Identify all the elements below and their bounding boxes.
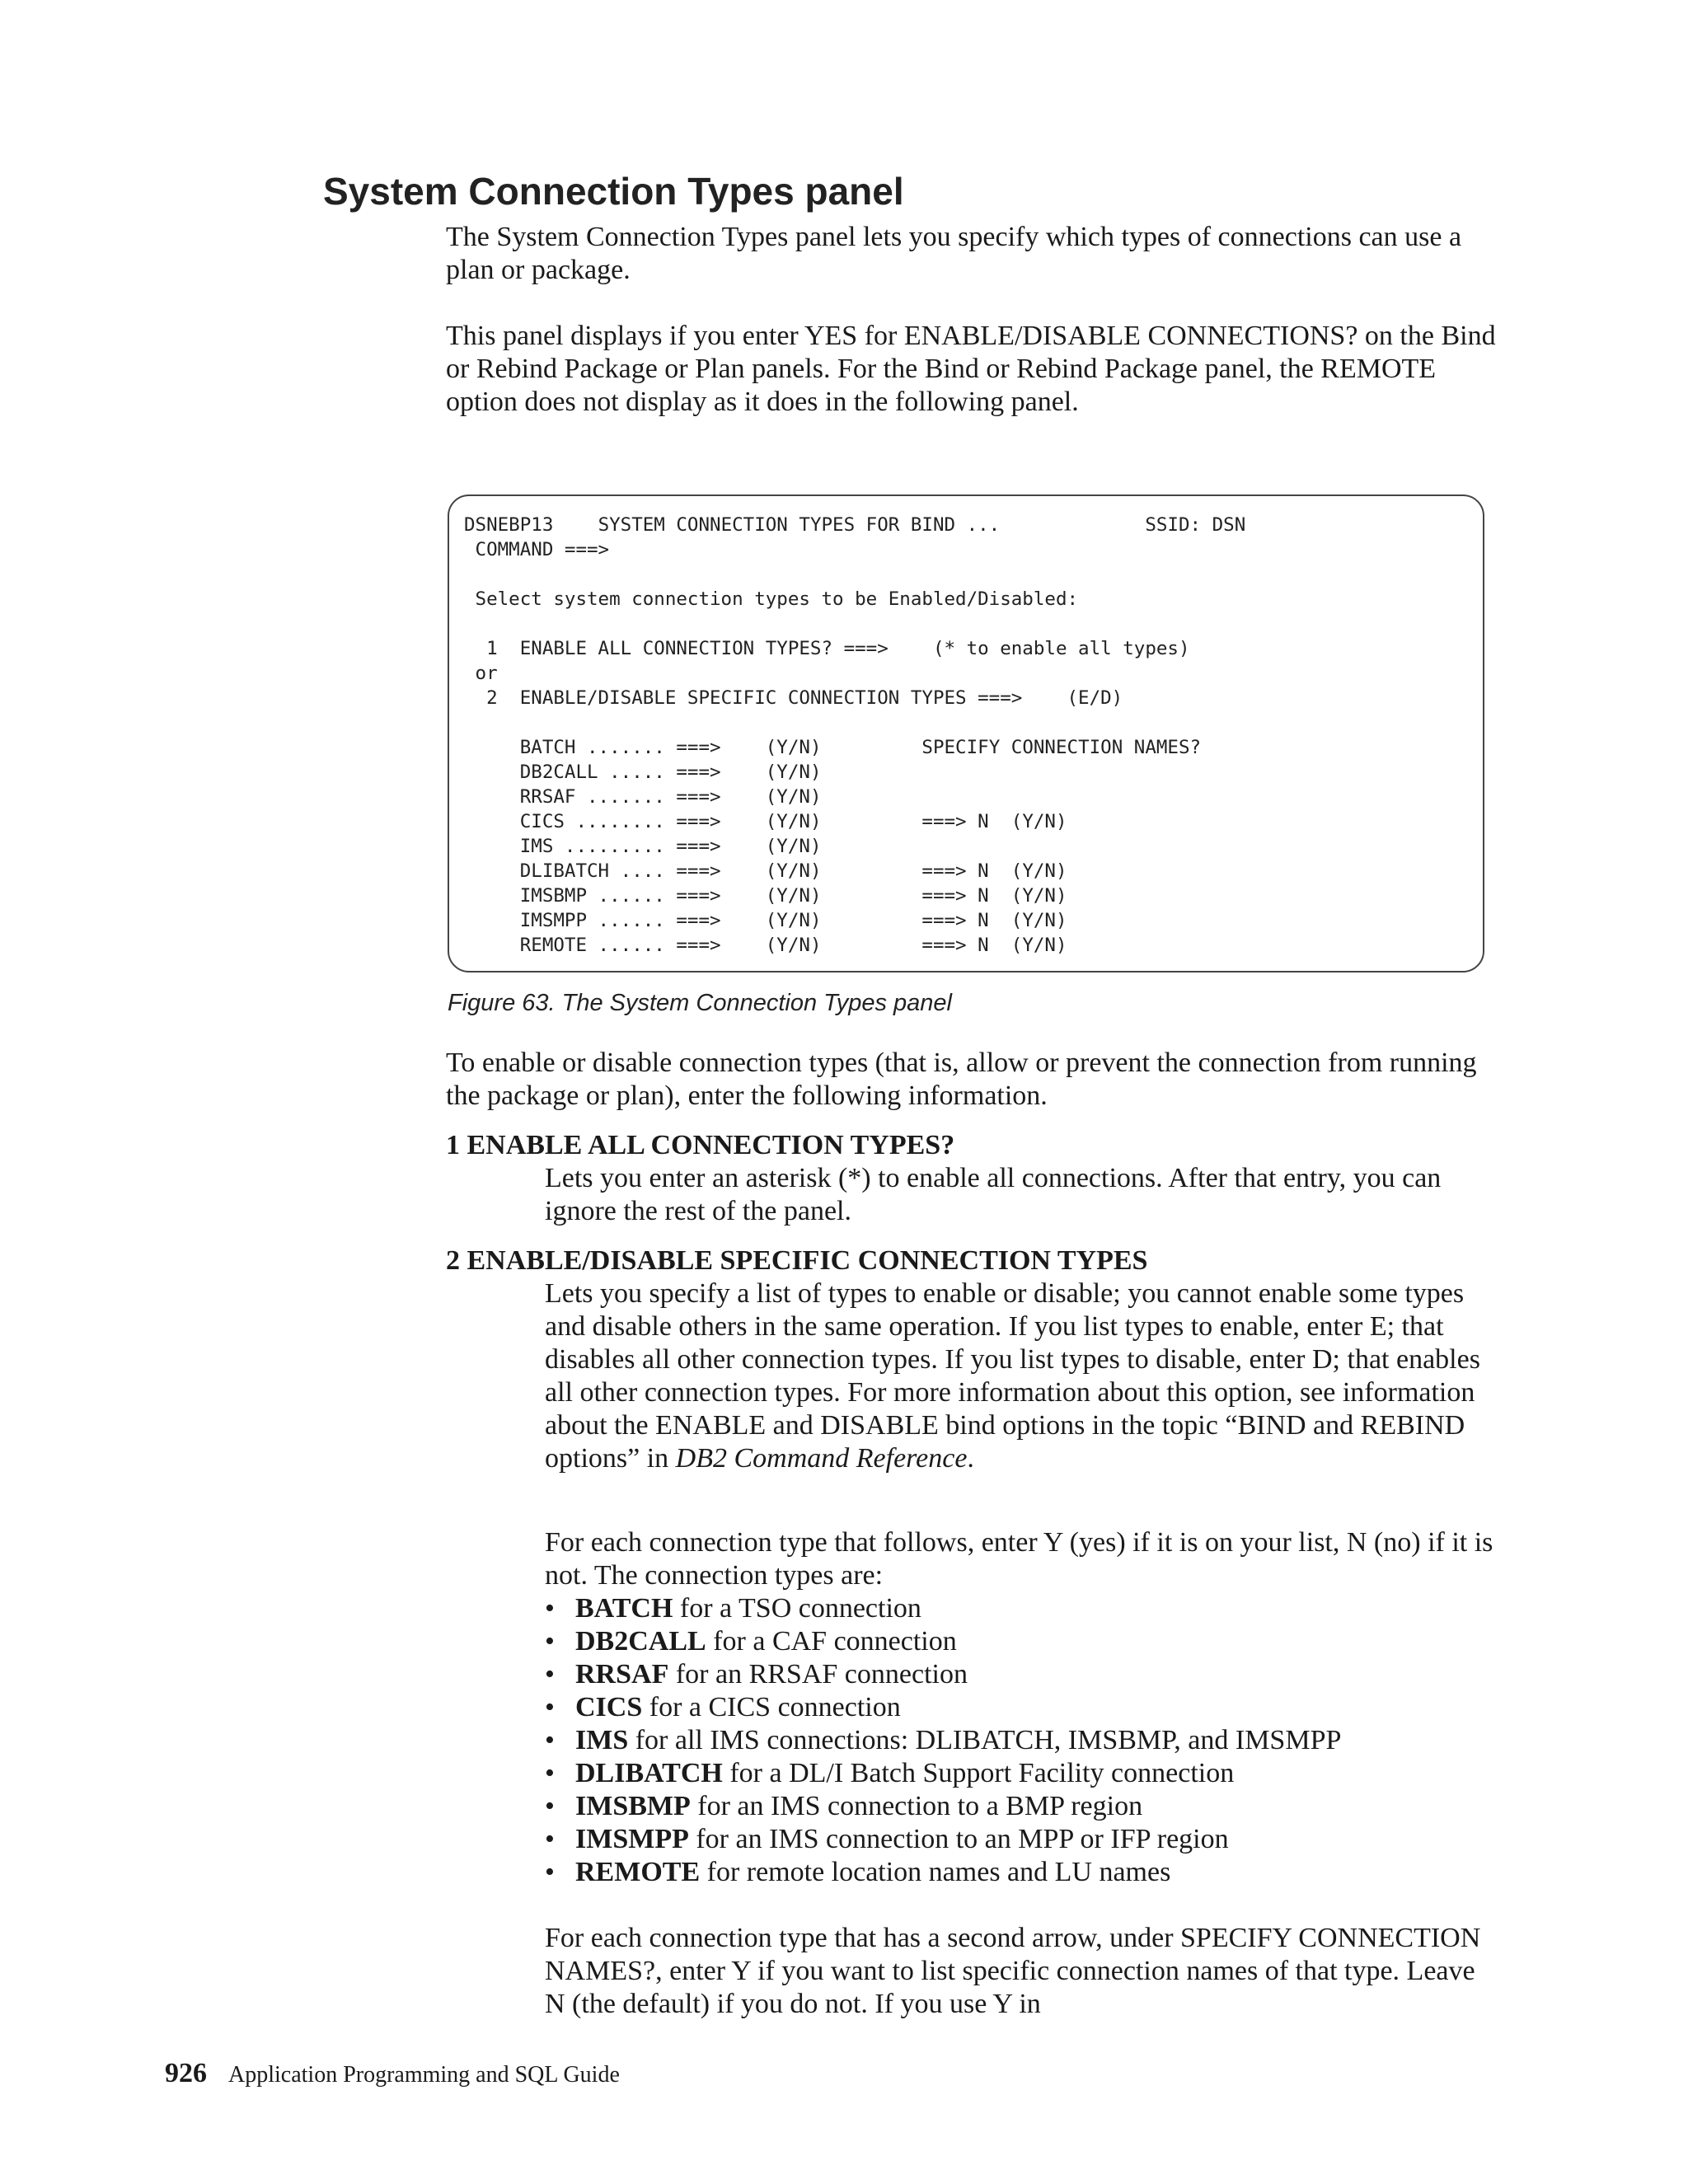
row-label: DB2CALL ..... ===> <box>519 762 721 783</box>
row-second: ===> N (Y/N) <box>921 935 1067 956</box>
connection-type-list <box>545 1592 1501 1889</box>
option-or: or <box>475 663 498 684</box>
panel-ssid: SSID: DSN <box>1145 514 1246 536</box>
panel-screen <box>448 494 1484 972</box>
option-1: 1 ENABLE ALL CONNECTION TYPES? ===> (* to enable all types) <box>486 638 1190 659</box>
row-yn: (Y/N) <box>765 910 822 931</box>
list-item: • IMS for all IMS connections: DLIBATCH, IMSBMP, and IMSMPP <box>545 1725 1342 1755</box>
row-yn: (Y/N) <box>765 737 822 758</box>
page-footer <box>165 2058 620 2089</box>
row-yn: (Y/N) <box>765 836 822 857</box>
row-yn: (Y/N) <box>765 860 822 882</box>
list-item: • CICS for a CICS connection <box>545 1692 901 1722</box>
definition-enable-disable <box>545 1277 1501 1475</box>
row-yn: (Y/N) <box>765 885 822 907</box>
type-name: IMS <box>575 1725 629 1755</box>
list-item: • DB2CALL for a CAF connection <box>545 1626 957 1657</box>
option-2: 2 ENABLE/DISABLE SPECIFIC CONNECTION TYPES ===> (E/D) <box>486 687 1123 709</box>
row-label: CICS ........ ===> <box>519 811 721 832</box>
list-item: • BATCH for a TSO connection <box>545 1593 921 1624</box>
panel-text <box>464 513 1245 958</box>
type-name: CICS <box>575 1692 643 1722</box>
row-label: RRSAF ....... ===> <box>519 786 721 808</box>
list-item: • REMOTE for remote location names and LU names <box>545 1857 1171 1887</box>
page-title: System Connection Types panel <box>323 170 904 213</box>
term-enable-all: 1 ENABLE ALL CONNECTION TYPES? <box>446 1130 955 1160</box>
each-type-paragraph: For each connection type that follows, enter Y (yes) if it is on your list, N (no) if it is not. The connection types are: <box>545 1527 1493 1591</box>
row-label: DLIBATCH .... ===> <box>519 860 721 882</box>
definition-end: . <box>967 1443 974 1474</box>
row-label: IMS ......... ===> <box>519 836 721 857</box>
type-desc: for a CAF connection <box>706 1626 957 1657</box>
type-name: DLIBATCH <box>575 1758 723 1788</box>
book-title: Application Programming and SQL Guide <box>228 2062 620 2088</box>
figure-caption: Figure 63. The System Connection Types panel <box>448 990 953 1016</box>
type-desc: for a TSO connection <box>673 1593 921 1624</box>
row-yn: (Y/N) <box>765 786 822 808</box>
list-item: • DLIBATCH for a DL/I Batch Support Facility connection <box>545 1758 1235 1788</box>
type-desc: for a DL/I Batch Support Facility connection <box>722 1758 1235 1788</box>
definition-text: Lets you specify a list of types to enable or disable; you cannot enable some types and disable others in the same operation. If you list types to enable, enter E; that disables all other connection types. If you list types to disable, enter D; that enables all other connection types. For more information about this option, see information about the ENABLE and DISABLE bind options in the topic “BIND and REBIND options” in <box>545 1278 1480 1474</box>
row-second: ===> N (Y/N) <box>921 811 1067 832</box>
list-item: • IMSBMP for an IMS connection to a BMP region <box>545 1791 1143 1821</box>
row-second: ===> N (Y/N) <box>921 885 1067 907</box>
select-prompt: Select system connection types to be Enabled/Disabled: <box>475 588 1079 610</box>
row-yn: (Y/N) <box>765 935 822 956</box>
row-second: ===> N (Y/N) <box>921 860 1067 882</box>
type-name: DB2CALL <box>575 1626 706 1657</box>
row-label: IMSBMP ...... ===> <box>519 885 721 907</box>
definition-enable-all: Lets you enter an asterisk (*) to enable all connections. After that entry, you can ignore the rest of the panel. <box>545 1163 1442 1226</box>
enable-paragraph: To enable or disable connection types (that is, allow or prevent the connection from running the package or plan), enter the following information. <box>446 1047 1477 1111</box>
row-label: BATCH ....... ===> <box>519 737 721 758</box>
intro-paragraph-1: The System Connection Types panel lets you specify which types of connections can use a plan or package. <box>446 222 1462 285</box>
row-yn: (Y/N) <box>765 811 822 832</box>
second-arrow-paragraph: For each connection type that has a second arrow, under SPECIFY CONNECTION NAMES?, enter Y if you want to list specific connection names of that type. Leave N (the default) if you do not. If you use Y in <box>545 1923 1481 2019</box>
type-desc: for remote location names and LU names <box>700 1857 1171 1887</box>
type-desc: for an IMS connection to a BMP region <box>690 1791 1143 1821</box>
type-name: REMOTE <box>575 1857 701 1887</box>
list-item: • IMSMPP for an IMS connection to an MPP or IFP region <box>545 1824 1229 1854</box>
panel-title: SYSTEM CONNECTION TYPES FOR BIND ... <box>598 514 1001 536</box>
panel-id: DSNEBP13 <box>464 514 554 536</box>
type-name: RRSAF <box>575 1659 669 1690</box>
term-enable-disable: 2 ENABLE/DISABLE SPECIFIC CONNECTION TYPES <box>446 1245 1148 1276</box>
type-desc: for an RRSAF connection <box>668 1659 968 1690</box>
command-line: COMMAND ===> <box>475 539 610 560</box>
reference-title: DB2 Command Reference <box>675 1443 968 1474</box>
list-item: • RRSAF for an RRSAF connection <box>545 1659 968 1690</box>
type-name: IMSMPP <box>575 1824 689 1854</box>
type-name: IMSBMP <box>575 1791 691 1821</box>
type-desc: for all IMS connections: DLIBATCH, IMSBMP, and IMSMPP <box>628 1725 1342 1755</box>
row-label: REMOTE ...... ===> <box>519 935 721 956</box>
type-desc: for a CICS connection <box>642 1692 901 1722</box>
specify-header: SPECIFY CONNECTION NAMES? <box>921 737 1202 758</box>
row-yn: (Y/N) <box>765 762 822 783</box>
intro-paragraph-2: This panel displays if you enter YES for ENABLE/DISABLE CONNECTIONS? on the Bind or Rebind Package or Plan panels. For the Bind or Rebind Package panel, the REMOTE option does not display as it does in the following panel. <box>446 321 1496 417</box>
row-second: ===> N (Y/N) <box>921 910 1067 931</box>
type-name: BATCH <box>575 1593 673 1624</box>
page-number: 926 <box>165 2058 207 2088</box>
row-label: IMSMPP ...... ===> <box>519 910 721 931</box>
type-desc: for an IMS connection to an MPP or IFP region <box>688 1824 1229 1854</box>
